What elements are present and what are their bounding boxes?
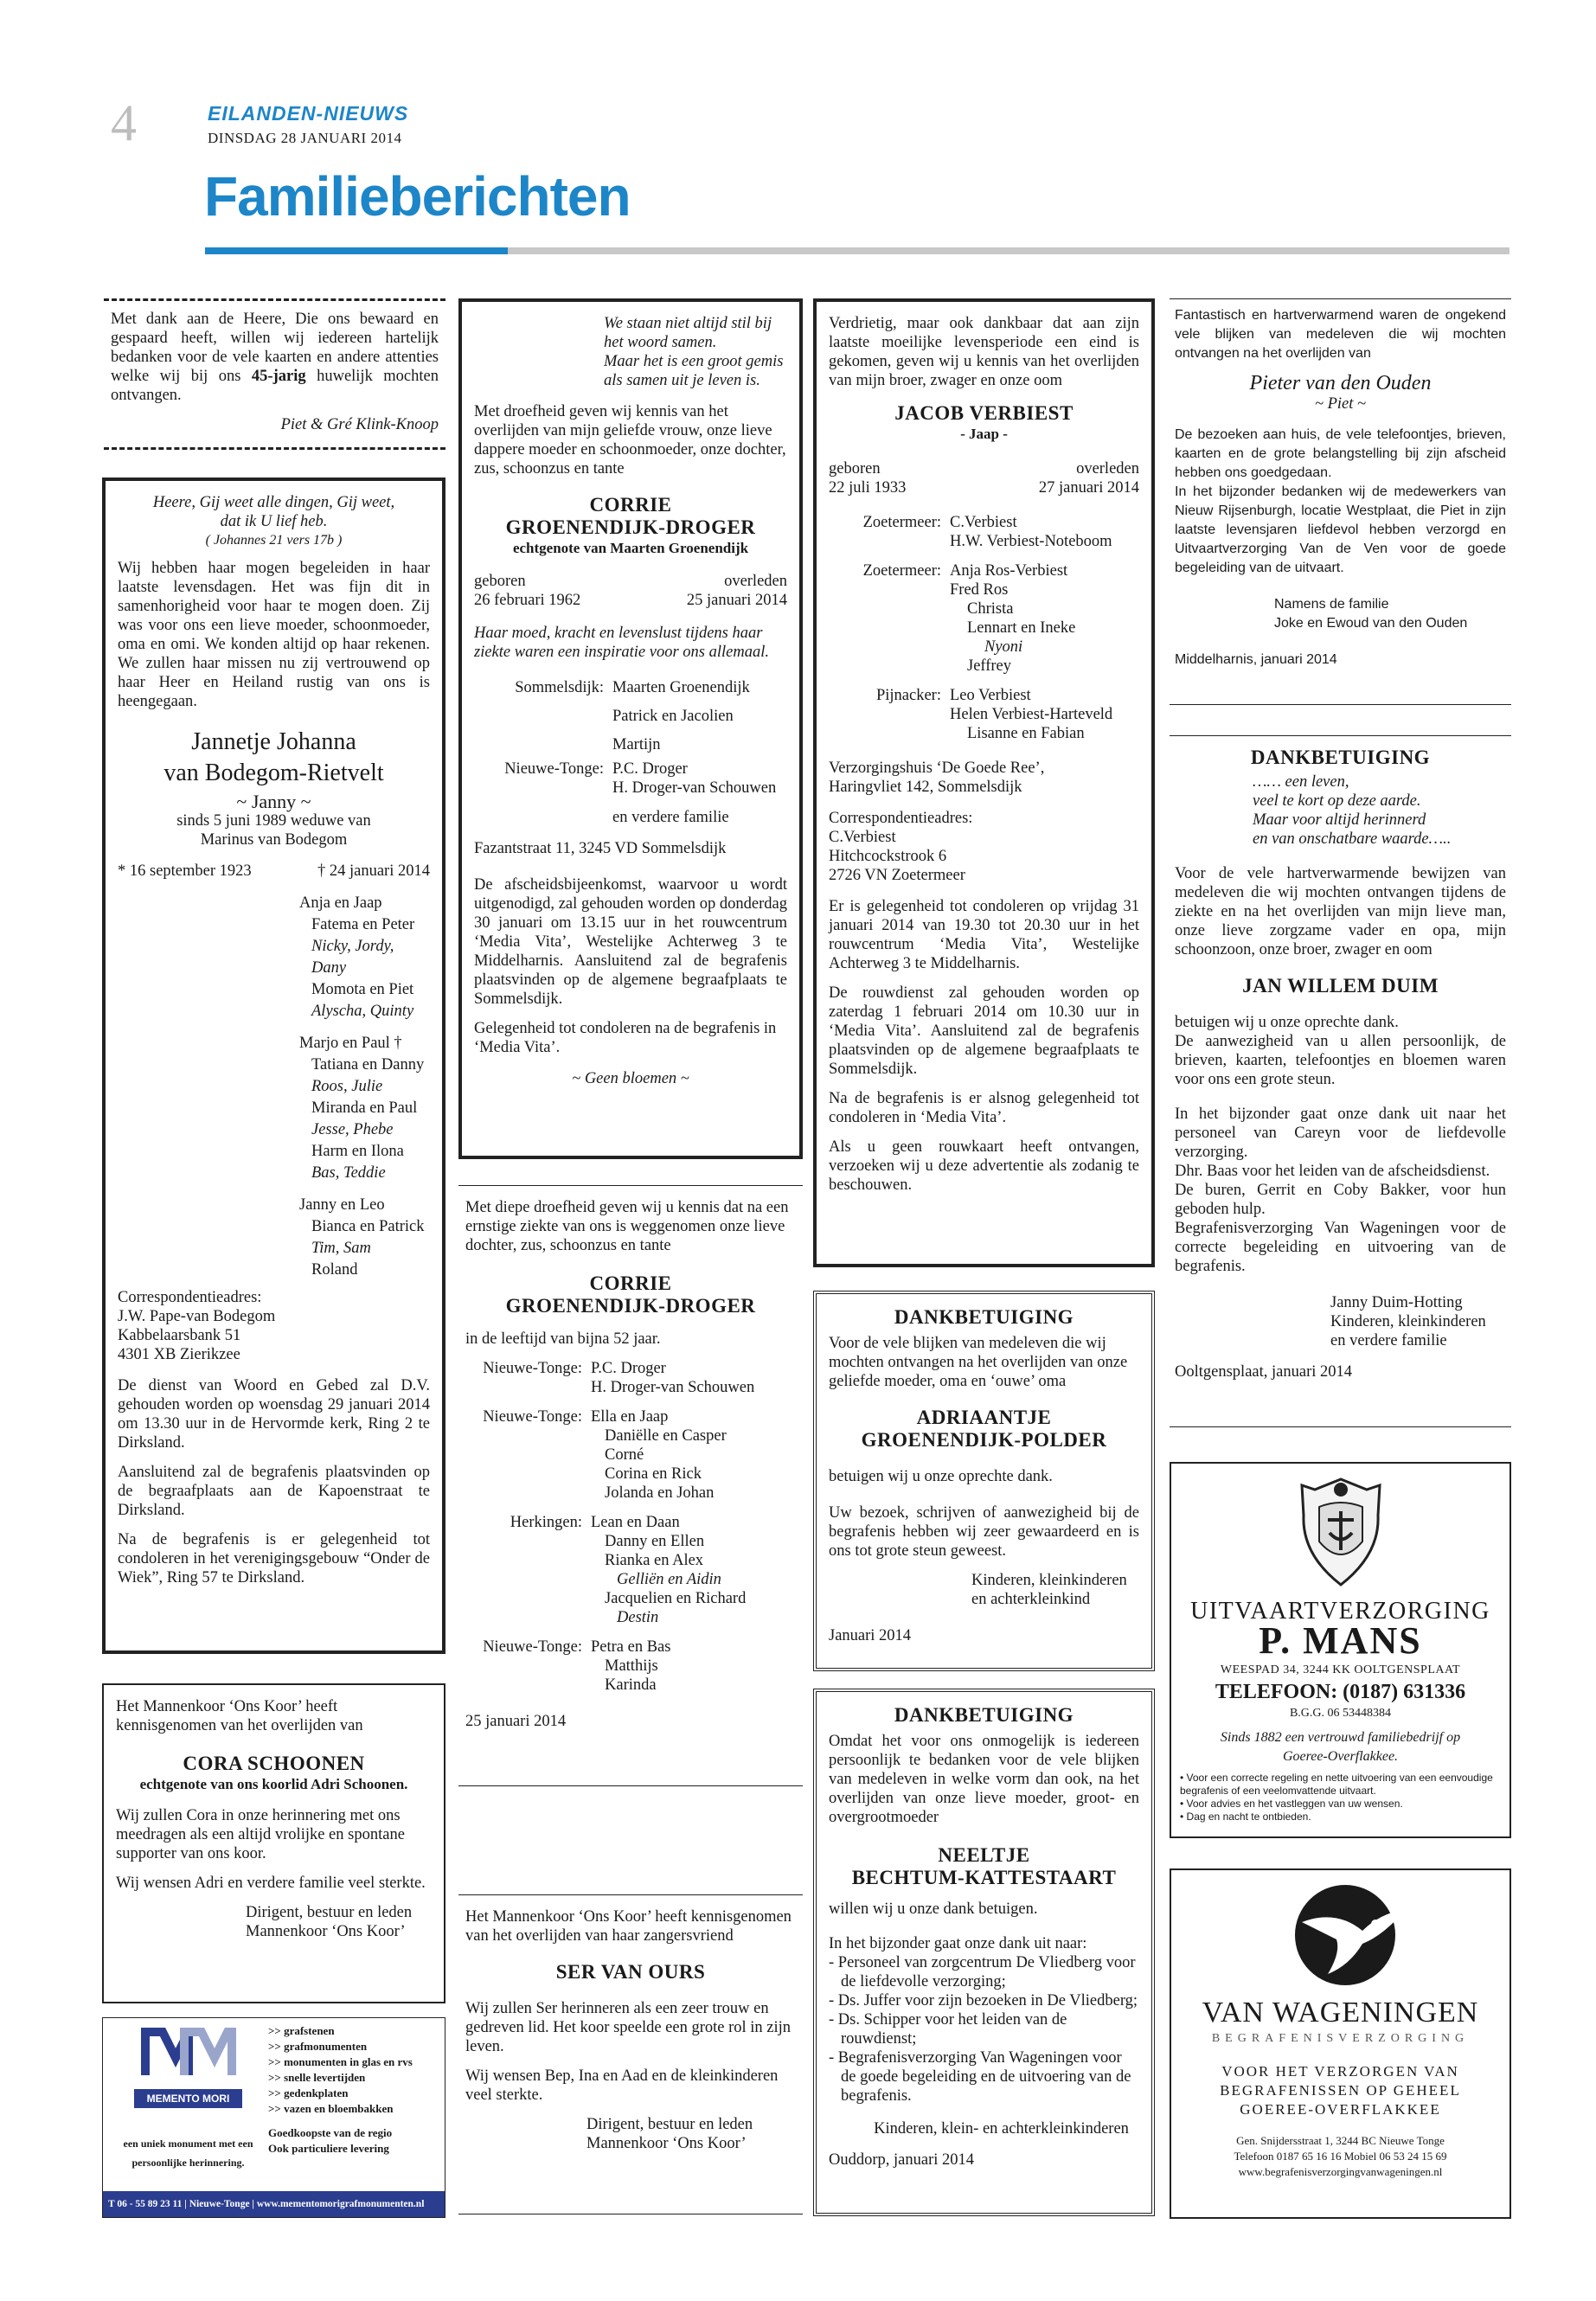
adr-signature: Kinderen, kleinkinderen [971, 1572, 1127, 1589]
burial-info: Aansluitend zal de begrafenis plaatsvinden op de begraafplaats aan de Kapoenstraat te Dirksland. [118, 1464, 430, 1519]
anniversary-thanks [104, 298, 445, 450]
bible-verse: Heere, Gij weet alle dingen, Gij weet, dat ik U lief heb. [152, 494, 395, 530]
jan-date: Ooltgensplaat, januari 2014 [1175, 1363, 1352, 1381]
family-name: Petra en Bas [591, 1638, 671, 1656]
family-name: Gelliën en Aidin [617, 1571, 721, 1588]
family-line: Roos, Julie [311, 1078, 383, 1095]
address-line: C.Verbiest [829, 829, 896, 846]
family-name: H. Droger-van Schouwen [612, 779, 777, 797]
family-line: Fatema en Peter [311, 916, 415, 933]
piet-paragraph: In het bijzonder bedanken wij de medewerkers van Nieuw Rijsenburgh, locatie Westplaat, die Piet in zijn laatste levensjaren liefdevol hebben verzorgd en Uitvaartverzorging Van de Ven voor de goede begeleiding van de uitvaart. [1175, 484, 1506, 575]
service-info: De dienst van Woord en Gebed zal D.V. gehouden worden op woensdag 29 januari 2014 om 13.30 uur in de Hervormde kerk, Ring 2 te Dirksland. [118, 1377, 430, 1452]
birth-date: 22 juli 1933 [829, 479, 907, 497]
dove-logo-icon [1267, 1879, 1414, 1991]
deceased-name: Jannetje Johanna [191, 728, 356, 755]
piet-intro: Fantastisch en hartverwarmend waren de ongekend vele blijken van medeleven die wij mochten ontvangen na het overlijden van [1175, 308, 1506, 361]
no-flowers: ~ Geen bloemen ~ [572, 1070, 689, 1087]
home-line: Haringvliet 142, Sommelsdijk [829, 779, 1022, 796]
choir-notice-ser [458, 1894, 803, 2214]
jan-signature: en verdere familie [1330, 1332, 1447, 1349]
deceased-name: ADRIAANTJE [916, 1407, 1052, 1428]
adr-signature: en achterkleinkind [971, 1591, 1091, 1608]
address-line: Hitchcockstrook 6 [829, 848, 947, 865]
spouse-line: echtgenote van Maarten Groenendijk [512, 540, 749, 556]
family-place: Nieuwe-Tonge: [483, 1360, 582, 1377]
address-line: Kabbelaarsbank 51 [118, 1327, 241, 1344]
family-name: Fred Ros [950, 581, 1009, 599]
quote: Haar moed, kracht en levenslust tijdens haar ziekte waren een inspiratie voor ons allemaal. [474, 625, 769, 661]
adr-paragraph: Uw bezoek, schrijven of aanwezigheid bij de begrafenis hebben wij zeer gewaardeerd en is ons tot grote steun geweest. [829, 1504, 1139, 1560]
page-number: 4 [111, 94, 137, 151]
piet-date: Middelharnis, januari 2014 [1175, 652, 1337, 667]
address-line: J.W. Pape-van Bodegom [118, 1308, 276, 1325]
jan-thanks: betuigen wij u onze oprechte dank. [1175, 1014, 1399, 1031]
adr-intro: Voor de vele blijken van medeleven die wij mochten ontvangen na het overlijden van onze geliefde moeder, oma en ‘ouwe’ oma [829, 1335, 1128, 1390]
family-line: Bianca en Patrick [311, 1218, 425, 1235]
family-name: Lisanne en Fabian [967, 725, 1085, 742]
family-name: C.Verbiest [950, 514, 1017, 531]
family-place: Zoetermeer: [862, 514, 941, 531]
mm-item: >> grafmonumenten [268, 2040, 368, 2053]
family-name: H.W. Verbiest-Noteboom [950, 533, 1112, 550]
jan-intro: Voor de vele hartverwarmende bewijzen van medeleven die wij mochten ontvangen tijdens de ziekte en na het overlijden van mijn lieve man, onze lieve zorgzame vader en opa, mijn schoonzoon, onze broer, zwager en oom [1175, 865, 1506, 958]
deceased-surname: GROENENDIJK-DROGER [505, 516, 756, 538]
mm-item: >> snelle levertijden [268, 2071, 366, 2084]
nel-thanks: willen wij u onze dank betuigen. [829, 1900, 1038, 1918]
nel-date: Ouddorp, januari 2014 [829, 2151, 975, 2169]
deceased-surname: BECHTUM-KATTESTAART [851, 1867, 1117, 1888]
family-name: Martijn [612, 736, 661, 753]
family-name: Patrick en Jacolien [612, 708, 734, 725]
correspondence-label: Correspondentieadres: [829, 810, 973, 827]
family-name: Karinda [605, 1676, 657, 1694]
no-card-info: Als u geen rouwkaart heeft ontvangen, verzoeken wij u deze advertentie als zodanig te beschouwen. [829, 1138, 1139, 1194]
birth-date: * 16 september 1923 [118, 862, 252, 880]
thanks-heading: DANKBETUIGING [1250, 747, 1431, 768]
mm-item: >> gedenkplaten [268, 2086, 349, 2099]
piet-name: Pieter van den Ouden [1249, 372, 1432, 394]
thanks-adriaantje [813, 1291, 1155, 1671]
nel-list-item: - Begrafenisverzorging Van Wageningen voor de goede begeleiding en de uitvoering van de begrafenis. [829, 2049, 1131, 2105]
mm-item: >> monumenten in glas en rvs [268, 2055, 413, 2068]
deceased-name: JACOB VERBIEST [894, 402, 1074, 424]
family-line: Marjo en Paul † [299, 1035, 402, 1052]
van-wageningen-ad [1170, 1868, 1511, 2219]
janny-intro: Wij hebben haar mogen begeleiden in haar laatste levensdagen. Het was fijn dit in samenhorigheid voor haar te mogen doen. Zij was voor ons een lieve moeder, schoonmoeder, oma en omi. We konden altijd op haar rekenen. We zullen haar missen nu zij vertrouwend op haar Heer en Heiland rustig van ons is heengegaan. [118, 560, 430, 710]
thanks-jan-willem [1170, 735, 1511, 1427]
family-name: P.C. Droger [591, 1360, 666, 1377]
family-place: Nieuwe-Tonge: [504, 760, 604, 778]
memento-mori-logo-icon [137, 2023, 240, 2084]
bible-reference: ( Johannes 21 vers 17b ) [205, 533, 343, 548]
family-line: Roland [311, 1261, 358, 1279]
family-place: Sommelsdijk: [515, 679, 604, 696]
adr-thanks: betuigen wij u onze oprechte dank. [829, 1468, 1053, 1485]
adr-date: Januari 2014 [829, 1627, 912, 1644]
family-name: Corina en Rick [605, 1465, 702, 1483]
home-line: Verzorgingshuis ‘De Goede Ree’, [829, 760, 1045, 777]
family-name: Christa [967, 600, 1014, 618]
anniv-signature: Piet & Gré Klink-Knoop [280, 416, 439, 433]
jan-paragraph: Dhr. Baas voor het leiden van de afscheidsdienst. [1175, 1163, 1490, 1180]
death-date: † 24 januari 2014 [317, 862, 430, 880]
deceased-surname: GROENENDIJK-DROGER [505, 1295, 756, 1317]
family-line: Miranda en Paul [311, 1099, 418, 1117]
jan-paragraph: De aanwezigheid van u allen persoonlijk, de brieven, kaarten, telefoontjes en bloemen waren voor ons een grote steun. [1175, 1033, 1506, 1088]
born-label: geboren [474, 573, 526, 590]
condolence-info: Na de begrafenis is er gelegenheid tot condoleren in het verenigingsgebouw “Onder de Wiek”, Ring 57 te Dirksland. [118, 1531, 430, 1586]
deceased-name: CORRIE [589, 494, 672, 516]
family-line: Bas, Teddie [311, 1164, 386, 1182]
family-place: Nieuwe-Tonge: [483, 1638, 582, 1656]
choir-notice-cora [102, 1683, 445, 2003]
vw-website[interactable]: www.begrafenisverzorgingvanwageningen.nl [1238, 2165, 1443, 2178]
piet-paragraph: De bezoeken aan huis, de vele telefoontjes, brieven, kaarten en de grote belangstelling bij zijn afscheid hebben ons goedgedaan. [1175, 427, 1506, 480]
cora-paragraph: Wij wensen Adri en verdere familie veel sterkte. [116, 1875, 426, 1892]
family-name: H. Droger-van Schouwen [591, 1379, 755, 1396]
corrie2-intro: Met diepe droefheid geven wij u kennis dat na een ernstige ziekte van ons is weggenomen onze lieve dochter, zus, schoonzus en tante [465, 1199, 789, 1254]
ser-paragraph: Wij zullen Ser herinneren als een zeer trouw en gedreven lid. Het koor speelde een grote rol in zijn leven. [465, 2000, 792, 2055]
mm-item: >> vazen en bloembakken [268, 2102, 394, 2115]
piet-signature: Namens de familie [1274, 597, 1389, 612]
piet-nickname: ~ Piet ~ [1314, 395, 1367, 413]
thanks-heading: DANKBETUIGING [894, 1704, 1074, 1726]
mans-bullet: • Voor advies en het vastleggen van uw wensen. [1180, 1798, 1403, 1810]
family-name: Jacquelien en Richard [605, 1590, 747, 1607]
nel-signature: Kinderen, klein- en achterkleinkinderen [874, 2120, 1129, 2138]
header-rule [508, 247, 1509, 254]
family-line: Harm en Ilona [311, 1143, 404, 1160]
deceased-surname: GROENENDIJK-POLDER [861, 1429, 1107, 1451]
deceased-name: CORRIE [589, 1272, 672, 1294]
notice-date: 25 januari 2014 [465, 1713, 567, 1730]
verse: Maar voor altijd herinnerd [1253, 811, 1426, 829]
corrie-intro: Met droefheid geven wij kennis van het overlijden van mijn geliefde vrouw, onze lieve dappere moeder en schoonmoeder, onze dochter, zus, schoonzus en tante [474, 403, 786, 478]
cora-name: CORA SCHOONEN [183, 1753, 365, 1774]
memento-mori-ad [102, 2017, 445, 2218]
born-label: geboren [829, 460, 881, 478]
family-name: Daniëlle en Casper [605, 1427, 727, 1445]
mm-cheap: Goedkoopste van de regio [268, 2126, 393, 2139]
cora-subtitle: echtgenote van ons koorlid Adri Schoonen. [139, 1776, 408, 1792]
family-name: Ella en Jaap [591, 1408, 669, 1426]
condolence-info: Gelegenheid tot condoleren na de begrafenis in ‘Media Vita’. [474, 1020, 777, 1056]
nel-paragraph: In het bijzonder gaat onze dank uit naar: [829, 1935, 1087, 1952]
mans-bgg: B.G.G. 06 53448384 [1289, 1707, 1392, 1720]
family-name: Jolanda en Johan [605, 1484, 715, 1502]
mm-tagline: persoonlijke herinnering. [131, 2157, 245, 2169]
thanks-heading: DANKBETUIGING [894, 1306, 1074, 1328]
cora-signature: Mannenkoor ‘Ons Koor’ [246, 1923, 406, 1940]
death-date: 27 januari 2014 [1038, 479, 1139, 497]
nel-list-item: - Ds. Schipper voor het leiden van de rouwdienst; [829, 2011, 1067, 2048]
family-name: Nyoni [984, 638, 1023, 656]
newspaper-logo: EILANDEN-NIEUWS [208, 102, 409, 125]
family-name: Helen Verbiest-Harteveld [950, 706, 1113, 723]
nel-intro: Omdat het voor ons onmogelijk is iedereen persoonlijk te bedanken voor de vele blijken van medeleven in welke vorm dan ook, na het overlijden van onze lieve moeder, groot- en overgrootmoeder [829, 1733, 1139, 1826]
jacob-intro: Verdrietig, maar ook dankbaar dat aan zijn laatste moeilijke levensperiode een eind is gekomen, geven wij u kennis van het overlijden van mijn broer, zwager en onze oom [829, 315, 1139, 389]
age-line: in de leeftijd van bijna 52 jaar. [465, 1330, 661, 1348]
address-line: 2726 VN Zoetermeer [829, 867, 965, 884]
ser-signature: Dirigent, bestuur en leden [586, 2116, 753, 2133]
vw-name: VAN WAGENINGEN [1202, 1997, 1479, 2029]
family-name: Destin [617, 1609, 659, 1626]
nickname: ~ Janny ~ [236, 791, 311, 812]
birth-date: 26 februari 1962 [474, 592, 581, 609]
service-info: De afscheidsbijeenkomst, waarvoor u wordt uitgenodigd, zal gehouden worden op donderdag 30 januari om 13.15 uur in het rouwcentrum ‘Media Vita’, Westelijke Achterweg 3 te Middelharnis. Aansluitend zal de begrafenis plaatsvinden op de algemene begraafplaats te Sommelsdijk. [474, 876, 787, 1008]
ser-signature: Mannenkoor ‘Ons Koor’ [586, 2135, 747, 2152]
mans-bullet: • Dag en nacht te ontbieden. [1180, 1811, 1311, 1823]
family-place: Pijnacker: [875, 687, 941, 704]
family-place: Nieuwe-Tonge: [483, 1408, 582, 1426]
issue-date: DINSDAG 28 JANUARI 2014 [208, 130, 402, 146]
vw-tagline: VOOR HET VERZORGEN VAN [1221, 2063, 1459, 2080]
mm-tagline: een uniek monument met een [123, 2138, 253, 2150]
service-info: De rouwdienst zal gehouden worden op zaterdag 1 februari 2014 om 10.30 uur in ‘Media Vita’. Aansluitend zal de begrafenis plaatsvinden op de algemene begraafplaats te Sommelsdijk. [829, 984, 1139, 1078]
jan-paragraph: Begrafenisverzorging Van Wageningen voor de correcte begeleiding en uitvoering van de begrafenis. [1175, 1220, 1506, 1275]
family-name: Jeffrey [967, 657, 1012, 675]
verse: We staan niet altijd stil bij het woord samen. [604, 315, 772, 351]
thanks-piet [1170, 298, 1511, 705]
jan-signature: Janny Duim-Hotting [1330, 1294, 1463, 1311]
cora-signature: Dirigent, bestuur en leden [246, 1904, 413, 1921]
family-line: Tatiana en Danny [311, 1056, 425, 1074]
jan-paragraph: In het bijzonder gaat onze dank uit naar het personeel van Careyn voor de liefdevolle verzorging. [1175, 1106, 1506, 1161]
condolence-info: Er is gelegenheid tot condoleren op vrijdag 31 januari 2014 van 19.30 tot 20.30 uur in het rouwcentrum ‘Media Vita’, Westelijke Achterweg 3 te Middelharnis. [829, 898, 1139, 972]
family-name: Corné [605, 1446, 644, 1464]
mans-name: P. MANS [1259, 1619, 1422, 1662]
family-line: Tim, Sam [311, 1240, 371, 1257]
coat-of-arms-icon [1285, 1472, 1397, 1593]
family-place: Herkingen: [510, 1514, 582, 1531]
memento-mori-name: MEMENTO MORI [134, 2089, 242, 2108]
mm-item: >> grafstenen [268, 2024, 335, 2037]
correspondence-label: Correspondentieadres: [118, 1289, 262, 1306]
verse: Maar het is een groot gemis als samen uit je leven is. [604, 353, 784, 389]
family-name: Maarten Groenendijk [612, 679, 750, 696]
husband-name: Marinus van Bodegom [200, 831, 348, 849]
family-name: Lennart en Ineke [967, 619, 1076, 637]
verse: en van onschatbare waarde….. [1253, 830, 1452, 848]
family-name: Danny en Ellen [605, 1533, 705, 1550]
family-line: Anja en Jaap [299, 894, 382, 912]
mans-address: WEESPAD 34, 3244 KK OOLTGENSPLAAT [1220, 1663, 1461, 1676]
deceased-name: NEELTJE [938, 1844, 1030, 1866]
title-underline [205, 247, 508, 254]
piet-signature: Joke en Ewoud van den Ouden [1274, 616, 1468, 631]
mm-cheap: Ook particuliere levering [268, 2142, 389, 2155]
mans-since: Goeree-Overflakkee. [1282, 1749, 1399, 1764]
family-name: Matthijs [605, 1657, 658, 1675]
family-name: Lean en Daan [591, 1514, 680, 1531]
thanks-neeltje [813, 1689, 1155, 2216]
nel-list-item: - Personeel van zorgcentrum De Vliedberg voor de liefdevolle verzorging; [829, 1954, 1136, 1990]
mans-since: Sinds 1882 een vertrouwd familiebedrijf op [1220, 1730, 1461, 1745]
ser-name: SER VAN OURS [555, 1961, 706, 1983]
obituary-corrie [458, 298, 803, 1159]
deceased-surname: van Bodegom-Rietvelt [163, 760, 384, 786]
cora-paragraph: Wij zullen Cora in onze herinnering met ons meedragen als een altijd vrolijke en spontane supporter van ons koor. [116, 1807, 405, 1862]
family-name: Leo Verbiest [950, 687, 1031, 704]
family-line: Jesse, Phebe [311, 1121, 394, 1138]
family-place: Zoetermeer: [862, 562, 941, 580]
vw-sub: BEGRAFENISVERZORGING [1211, 2032, 1470, 2045]
death-date: 25 januari 2014 [686, 592, 787, 609]
obituary-janny [102, 478, 445, 1654]
died-label: overleden [1076, 460, 1139, 478]
nel-list-item: - Ds. Juffer voor zijn bezoeken in De Vliedberg; [829, 1992, 1138, 2009]
family-line: Nicky, Jordy, Dany [311, 938, 394, 977]
vw-tagline: GOEREE-OVERFLAKKEE [1240, 2101, 1441, 2118]
died-label: overleden [724, 573, 787, 590]
family-name: en verdere familie [612, 809, 729, 826]
mans-title: UITVAARTVERZORGING [1190, 1598, 1490, 1625]
family-name: P.C. Droger [612, 760, 688, 778]
jan-paragraph: De buren, Gerrit en Coby Bakker, voor hun geboden hulp. [1175, 1182, 1506, 1218]
mans-bullet: • Voor een correcte regeling en nette uitvoering van een eenvoudige begrafenis of een veelomvattende uitvaart. [1180, 1772, 1493, 1797]
family-line: Janny en Leo [299, 1196, 385, 1214]
family-name: Anja Ros-Verbiest [950, 562, 1068, 580]
ser-paragraph: Wij wensen Bep, Ina en Aad en de kleinkinderen veel sterkte. [465, 2067, 779, 2104]
anniv-text: Met dank aan de Heere, Die ons bewaard en gespaard heeft, willen wij iedereen hartelijk bedanken voor de vele kaarten en andere attenties welke wij bij ons 45-jarig huwelijk mochten ontvangen. [111, 311, 439, 404]
address-line: 4301 XB Zierikzee [118, 1346, 240, 1363]
obituary-corrie-2 [458, 1185, 803, 1786]
mans-ad [1170, 1462, 1511, 1838]
family-name: Rianka en Alex [605, 1552, 704, 1569]
mm-footer: T 06 - 55 89 23 11 | Nieuwe-Tonge | www.mementomorigrafmonumenten.nl [103, 2191, 445, 2217]
vw-tagline: BEGRAFENISSEN OP GEHEEL [1220, 2082, 1461, 2099]
verse: veel te kort op deze aarde. [1253, 792, 1421, 810]
after-info: Na de begrafenis is er alsnog gelegenheid tot condoleren in ‘Media Vita’. [829, 1090, 1139, 1126]
family-line: Alyscha, Quinty [311, 1003, 414, 1020]
jan-signature: Kinderen, kleinkinderen [1330, 1313, 1486, 1330]
ser-intro: Het Mannenkoor ‘Ons Koor’ heeft kennisgenomen van het overlijden van haar zangersvriend [465, 1908, 792, 1945]
home-address: Fazantstraat 11, 3245 VD Sommelsdijk [474, 840, 727, 857]
vw-address: Gen. Snijdersstraat 1, 3244 BC Nieuwe Tonge [1236, 2134, 1445, 2147]
obituary-jacob [813, 298, 1155, 1267]
verse: …… een leven, [1253, 773, 1349, 791]
vw-phone: Telefoon 0187 65 16 16 Mobiel 06 53 24 15 69 [1234, 2150, 1447, 2163]
cora-intro: Het Mannenkoor ‘Ons Koor’ heeft kennisgenomen van het overlijden van [116, 1698, 363, 1734]
section-title: Familieberichten [204, 165, 631, 228]
mans-phone: TELEFOON: (0187) 631336 [1215, 1681, 1466, 1703]
nickname: - Jaap - [960, 426, 1008, 442]
family-line: Momota en Piet [311, 981, 414, 998]
deceased-name: JAN WILLEM DUIM [1242, 975, 1439, 997]
widow-line: sinds 5 juni 1989 weduwe van [176, 812, 371, 830]
